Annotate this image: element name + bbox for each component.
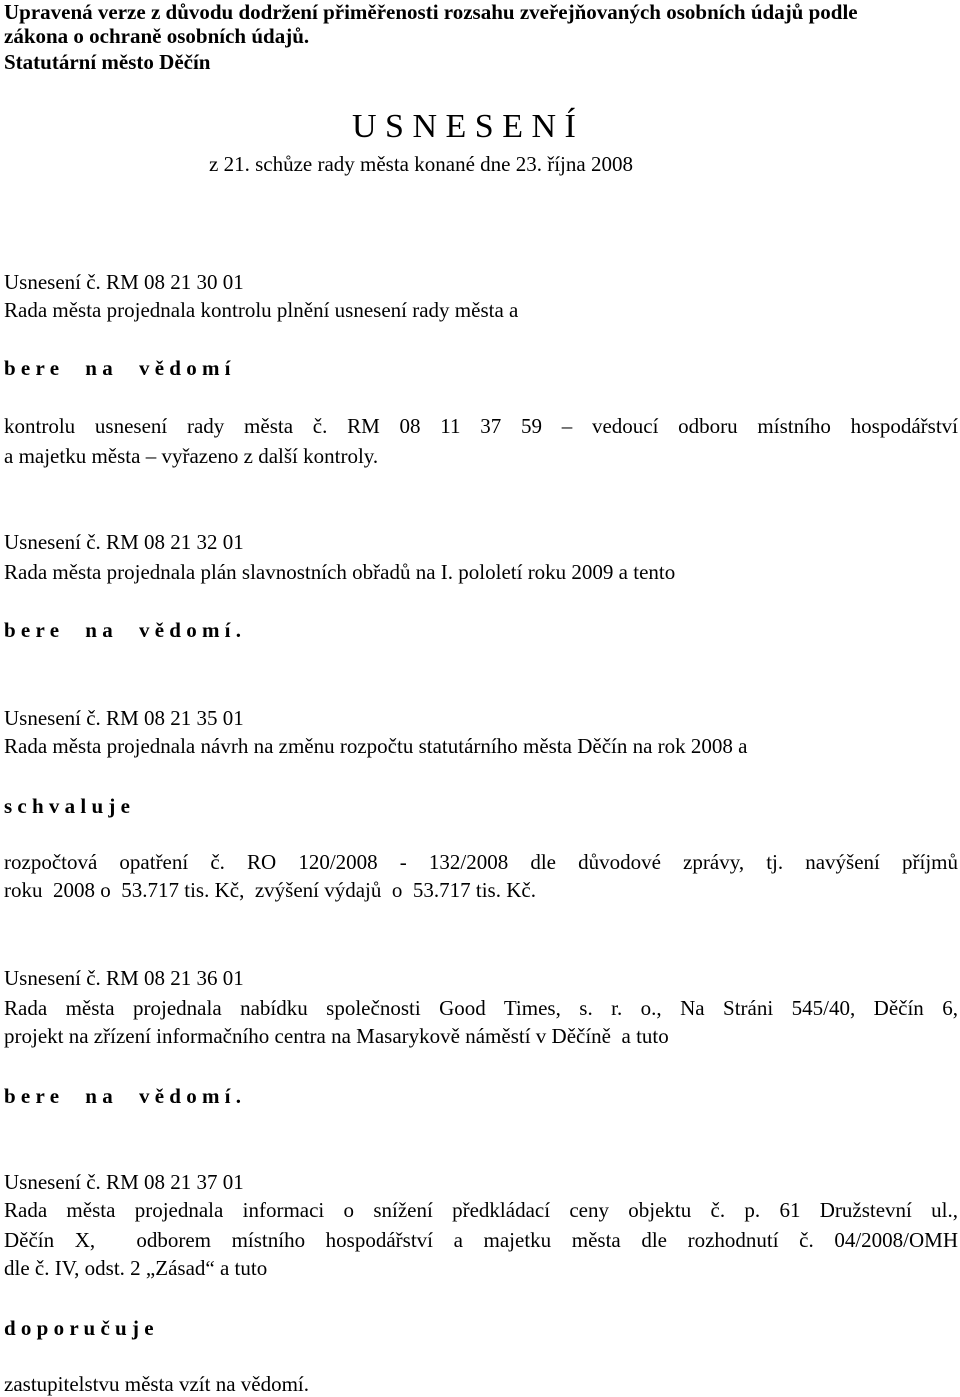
anonymization-notice-line-2: zákona o ochraně osobních údajů. (4, 24, 310, 48)
document-subtitle: z 21. schůze rady města konané dne 23. října 2008 (209, 152, 633, 176)
resolution-number: Usnesení č. RM 08 21 37 01 (4, 1170, 244, 1194)
resolution-number: Usnesení č. RM 08 21 32 01 (4, 530, 244, 554)
resolution-intro-line: projekt na zřízení informačního centra na Masarykově náměstí v Děčíně a tuto (4, 1024, 669, 1048)
resolution-number: Usnesení č. RM 08 21 30 01 (4, 270, 244, 294)
resolution-detail-line: roku 2008 o 53.717 tis. Kč, zvýšení výdajů o 53.717 tis. Kč. (4, 878, 536, 902)
resolution-verdict: b e r e n a v ě d o m í (4, 356, 231, 380)
resolution-number: Usnesení č. RM 08 21 35 01 (4, 706, 244, 730)
anonymization-notice-line-1: Upravená verze z důvodu dodržení přiměřenosti rozsahu zveřejňovaných osobních údajů podle (4, 0, 858, 24)
resolution-intro: Rada města projednala plán slavnostních obřadů na I. pololetí roku 2009 a tento (4, 560, 676, 584)
resolution-intro-line: Rada města projednala informaci o snížení předkládací ceny objektu č. p. 61 Družstevní ul., (4, 1198, 958, 1222)
resolution-intro-line: dle č. IV, odst. 2 „Zásad“ a tuto (4, 1256, 268, 1280)
resolution-detail-line: kontrolu usnesení rady města č. RM 08 11 37 59 – vedoucí odboru místního hospodářství (4, 414, 958, 438)
resolution-detail-line: zastupitelstvu města vzít na vědomí. (4, 1372, 310, 1396)
resolution-intro: Rada města projednala kontrolu plnění usnesení rady města a (4, 298, 519, 322)
resolution-verdict: b e r e n a v ě d o m í . (4, 618, 242, 642)
resolution-intro-line: Rada města projednala nabídku společnosti Good Times, s. r. o., Na Stráni 545/40, Děčín 6, (4, 996, 958, 1020)
resolution-verdict: s c h v a l u j e (4, 794, 130, 818)
document-title: U S N E S E N Í (352, 108, 576, 145)
city-name: Statutární město Děčín (4, 50, 211, 74)
resolution-verdict: b e r e n a v ě d o m í . (4, 1084, 242, 1108)
resolution-number: Usnesení č. RM 08 21 36 01 (4, 966, 244, 990)
resolution-intro-line: Děčín X, odborem místního hospodářství a majetku města dle rozhodnutí č. 04/2008/OMH (4, 1228, 958, 1252)
resolution-detail-line: rozpočtová opatření č. RO 120/2008 - 132/2008 dle důvodové zprávy, tj. navýšení příjmů (4, 850, 958, 874)
resolution-detail-line: a majetku města – vyřazeno z další kontroly. (4, 444, 379, 468)
resolution-intro: Rada města projednala návrh na změnu rozpočtu statutárního města Děčín na rok 2008 a (4, 734, 748, 758)
resolution-verdict: d o p o r u č u j e (4, 1316, 154, 1340)
